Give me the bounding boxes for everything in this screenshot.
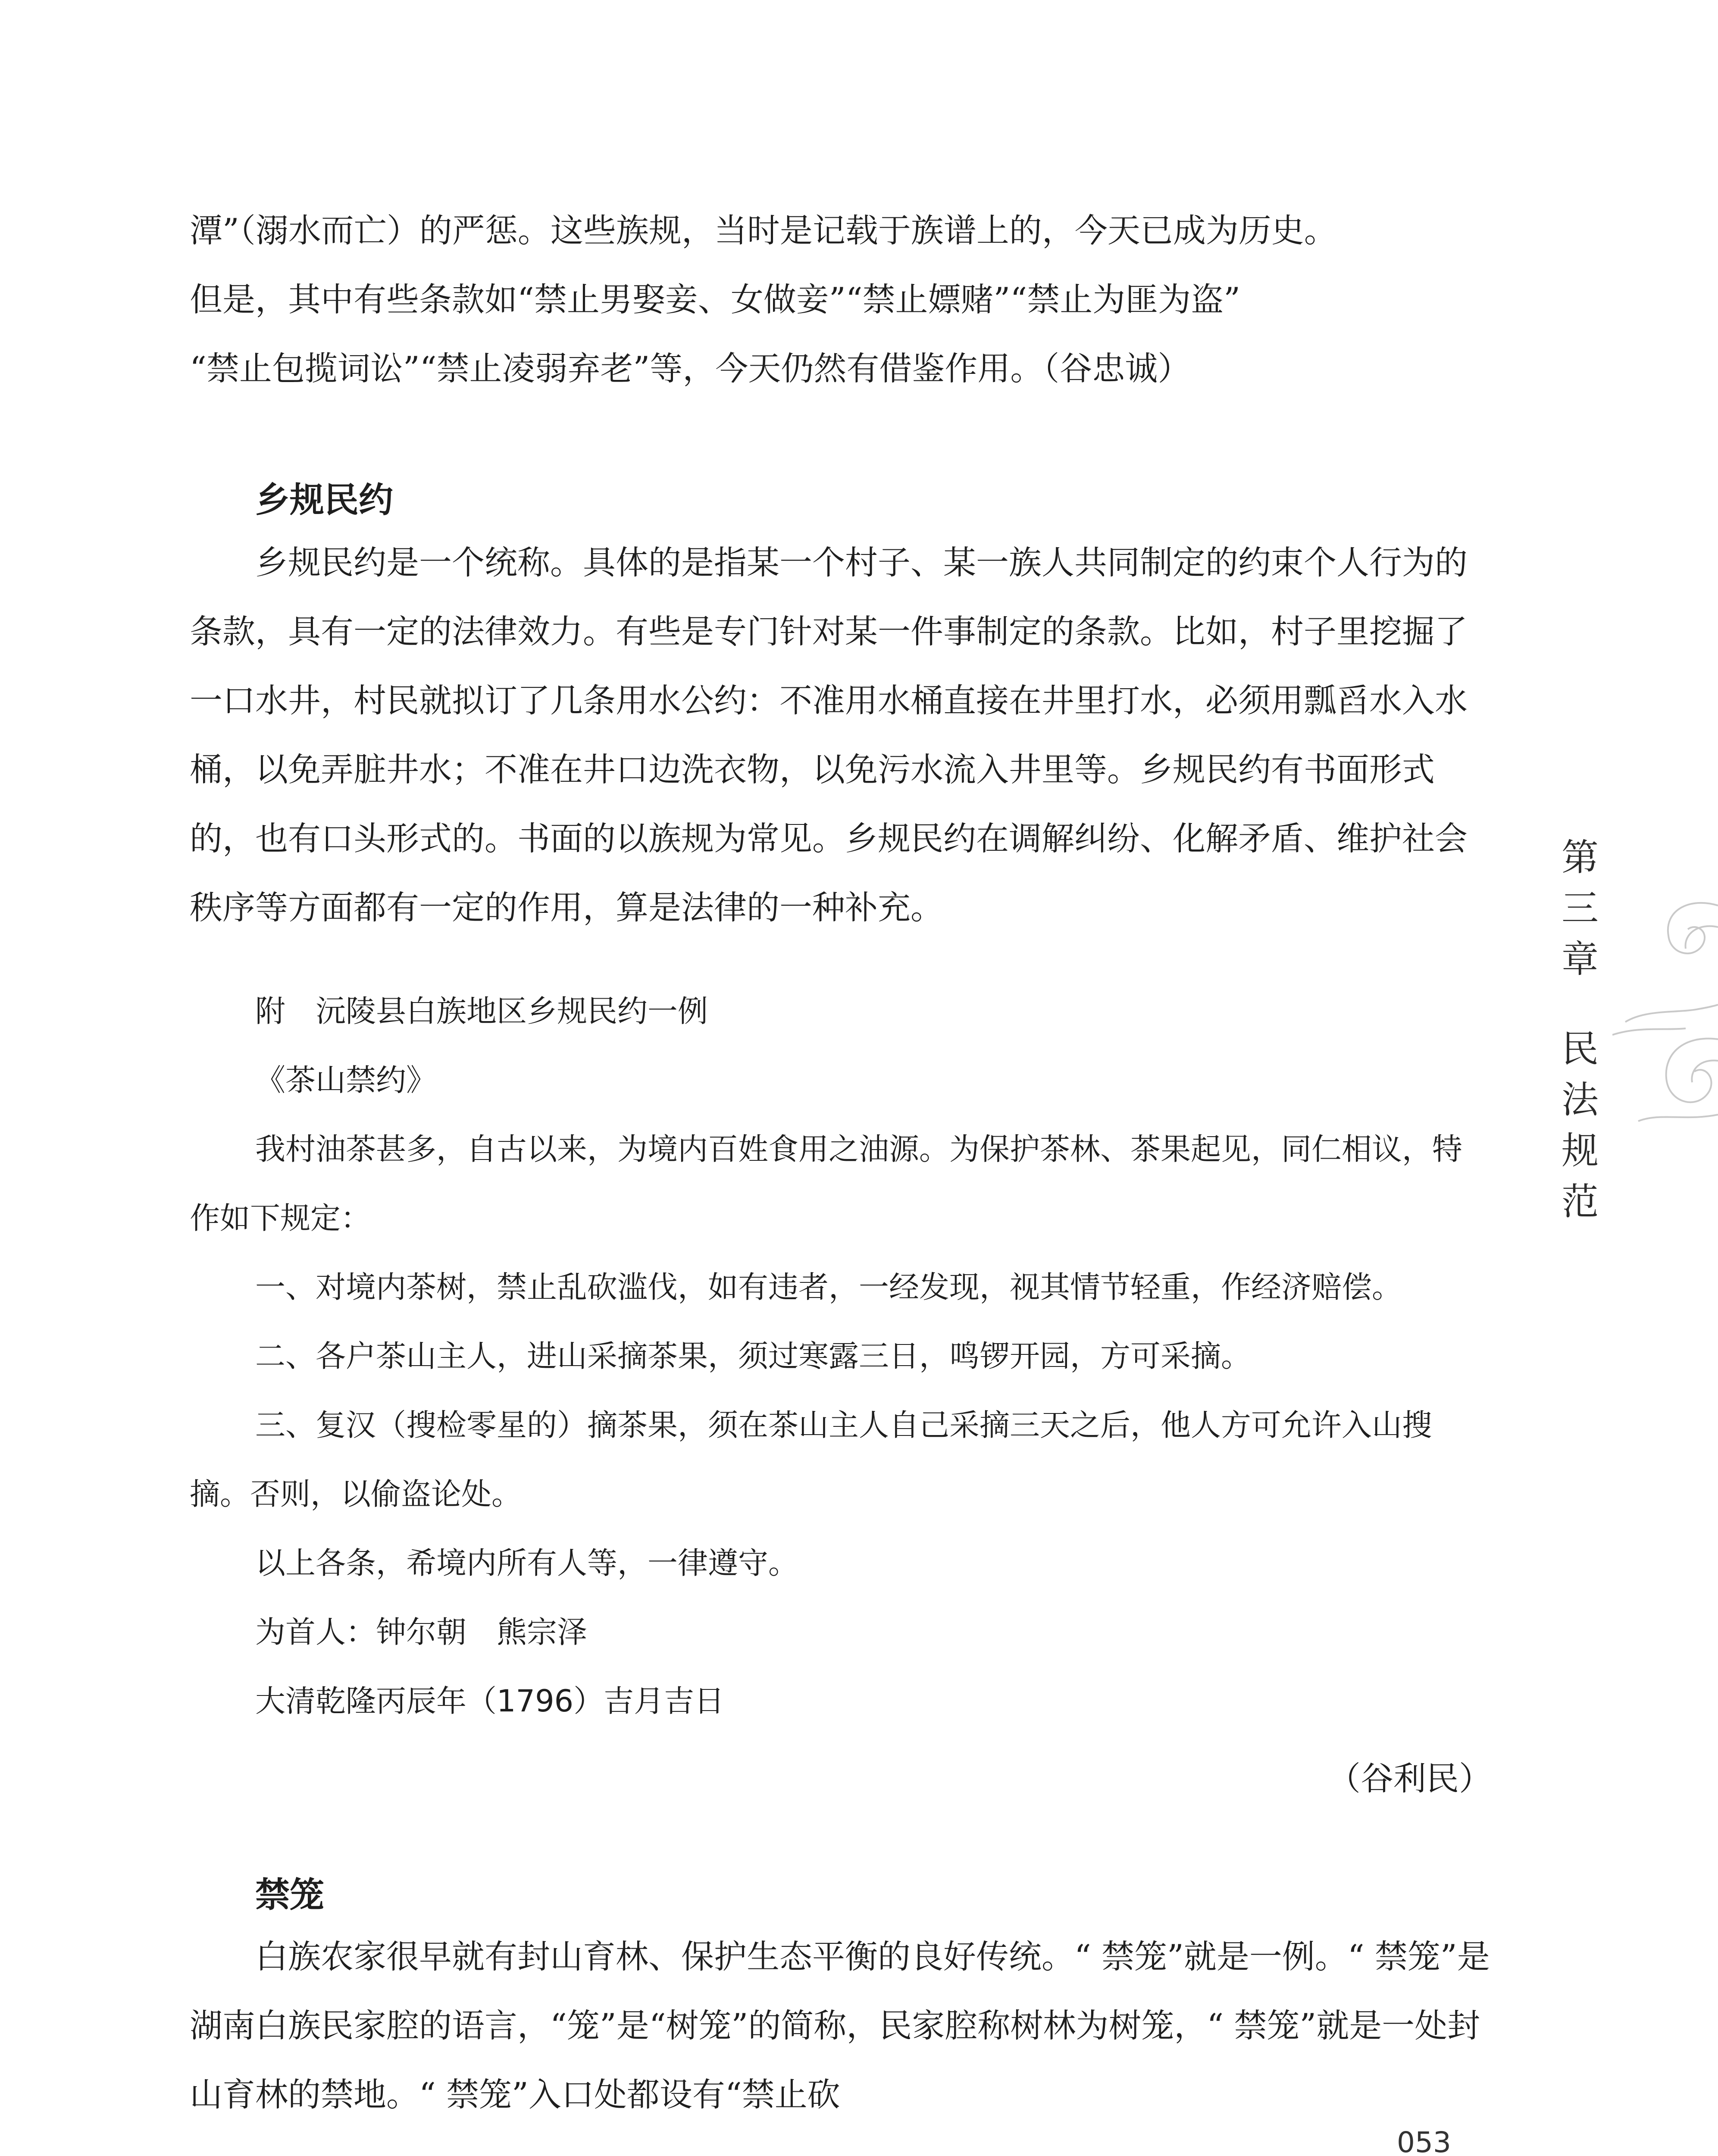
- author-credit: （谷利民）: [1328, 1759, 1492, 1798]
- appendix-date: 大清乾隆丙辰年（1796）吉月吉日: [255, 1683, 725, 1719]
- text-line: 潭”（溺水而亡）的严惩。这些族规，当时是记载于族谱上的，今天已成为历史。: [190, 211, 1337, 250]
- section-heading-jinlong: 禁笼: [255, 1875, 324, 1915]
- appendix-heading: 附 沅陵县白族地区乡规民约一例: [255, 993, 708, 1029]
- appendix-signers: 为首人：钟尔朝 熊宗泽: [255, 1614, 587, 1650]
- chapter-title: 民法规范: [1562, 1028, 1599, 1223]
- page-number: 053: [1397, 2126, 1451, 2156]
- appendix-rule-1: 一、对境内茶树，禁止乱砍滥伐，如有违者，一经发现，视其情节轻重，作经济赔偿。: [255, 1269, 1402, 1305]
- appendix-intro: 我村油茶甚多，自古以来，为境内百姓食用之油源。为保护茶林、茶果起见，同仁相议，特作如下规定：: [190, 1131, 1462, 1236]
- section-body-xiangguiminyue: [190, 528, 1492, 942]
- appendix-rule-2: 二、各户茶山主人，进山采摘茶果，须过寒露三日，鸣锣开园，方可采摘。: [255, 1338, 1251, 1374]
- body-paragraph: 白族农家很早就有封山育林、保护生态平衡的良好传统。“ 禁笼”就是一例。“ 禁笼”是湖南白族民家腔的语言，“笼”是“树笼”的简称，民家腔称树林为树笼，“ 禁笼”就是一处封山育林的禁地。“ 禁笼”入口处都设有“禁止砍: [190, 1937, 1490, 2114]
- chapter-side-tab: [1548, 832, 1612, 1227]
- appendix-closing: 以上各条，希境内所有人等，一律遵守。: [255, 1545, 798, 1581]
- continuation-paragraph: [190, 196, 1492, 403]
- appendix-block: [190, 977, 1492, 1736]
- body-paragraph: 乡规民约是一个统称。具体的是指某一个村子、某一族人共同制定的约束个人行为的条款，具有一定的法律效力。有些是专门针对某一件事制定的条款。比如，村子里挖掘了一口水井，村民就拟订了几条用水公约：不准用水桶直接在井里打水，必须用瓢舀水入水桶，以免弄脏井水；不准在井口边洗衣物，以免污水流入井里等。乡规民约有书面形式的，也有口头形式的。书面的以族规为常见。乡规民约在调解纠纷、化解矛盾、维护社会秩序等方面都有一定的作用，算是法律的一种补充。: [190, 543, 1468, 927]
- text-line: 但是，其中有些条款如“禁止男娶妾、女做妾”“禁止嫖赌”“禁止为匪为盗”: [190, 280, 1241, 319]
- section-heading-xiangguiminyue: 乡规民约: [255, 480, 393, 520]
- section-body-jinlong: [190, 1922, 1492, 2129]
- text-line: “禁止包揽词讼”“禁止凌弱弃老”等，今天仍然有借鉴作用。（谷忠诚）: [190, 349, 1191, 388]
- chapter-label: 第三章: [1562, 836, 1599, 981]
- cloud-ornament-icon: [1612, 880, 1718, 1156]
- appendix-rule-3: 三、复汉（搜检零星的）摘茶果，须在茶山主人自己采摘三天之后，他人方可允许入山搜摘。否则，以偷盗论处。: [190, 1407, 1432, 1512]
- appendix-doc-title: 《茶山禁约》: [255, 1062, 436, 1098]
